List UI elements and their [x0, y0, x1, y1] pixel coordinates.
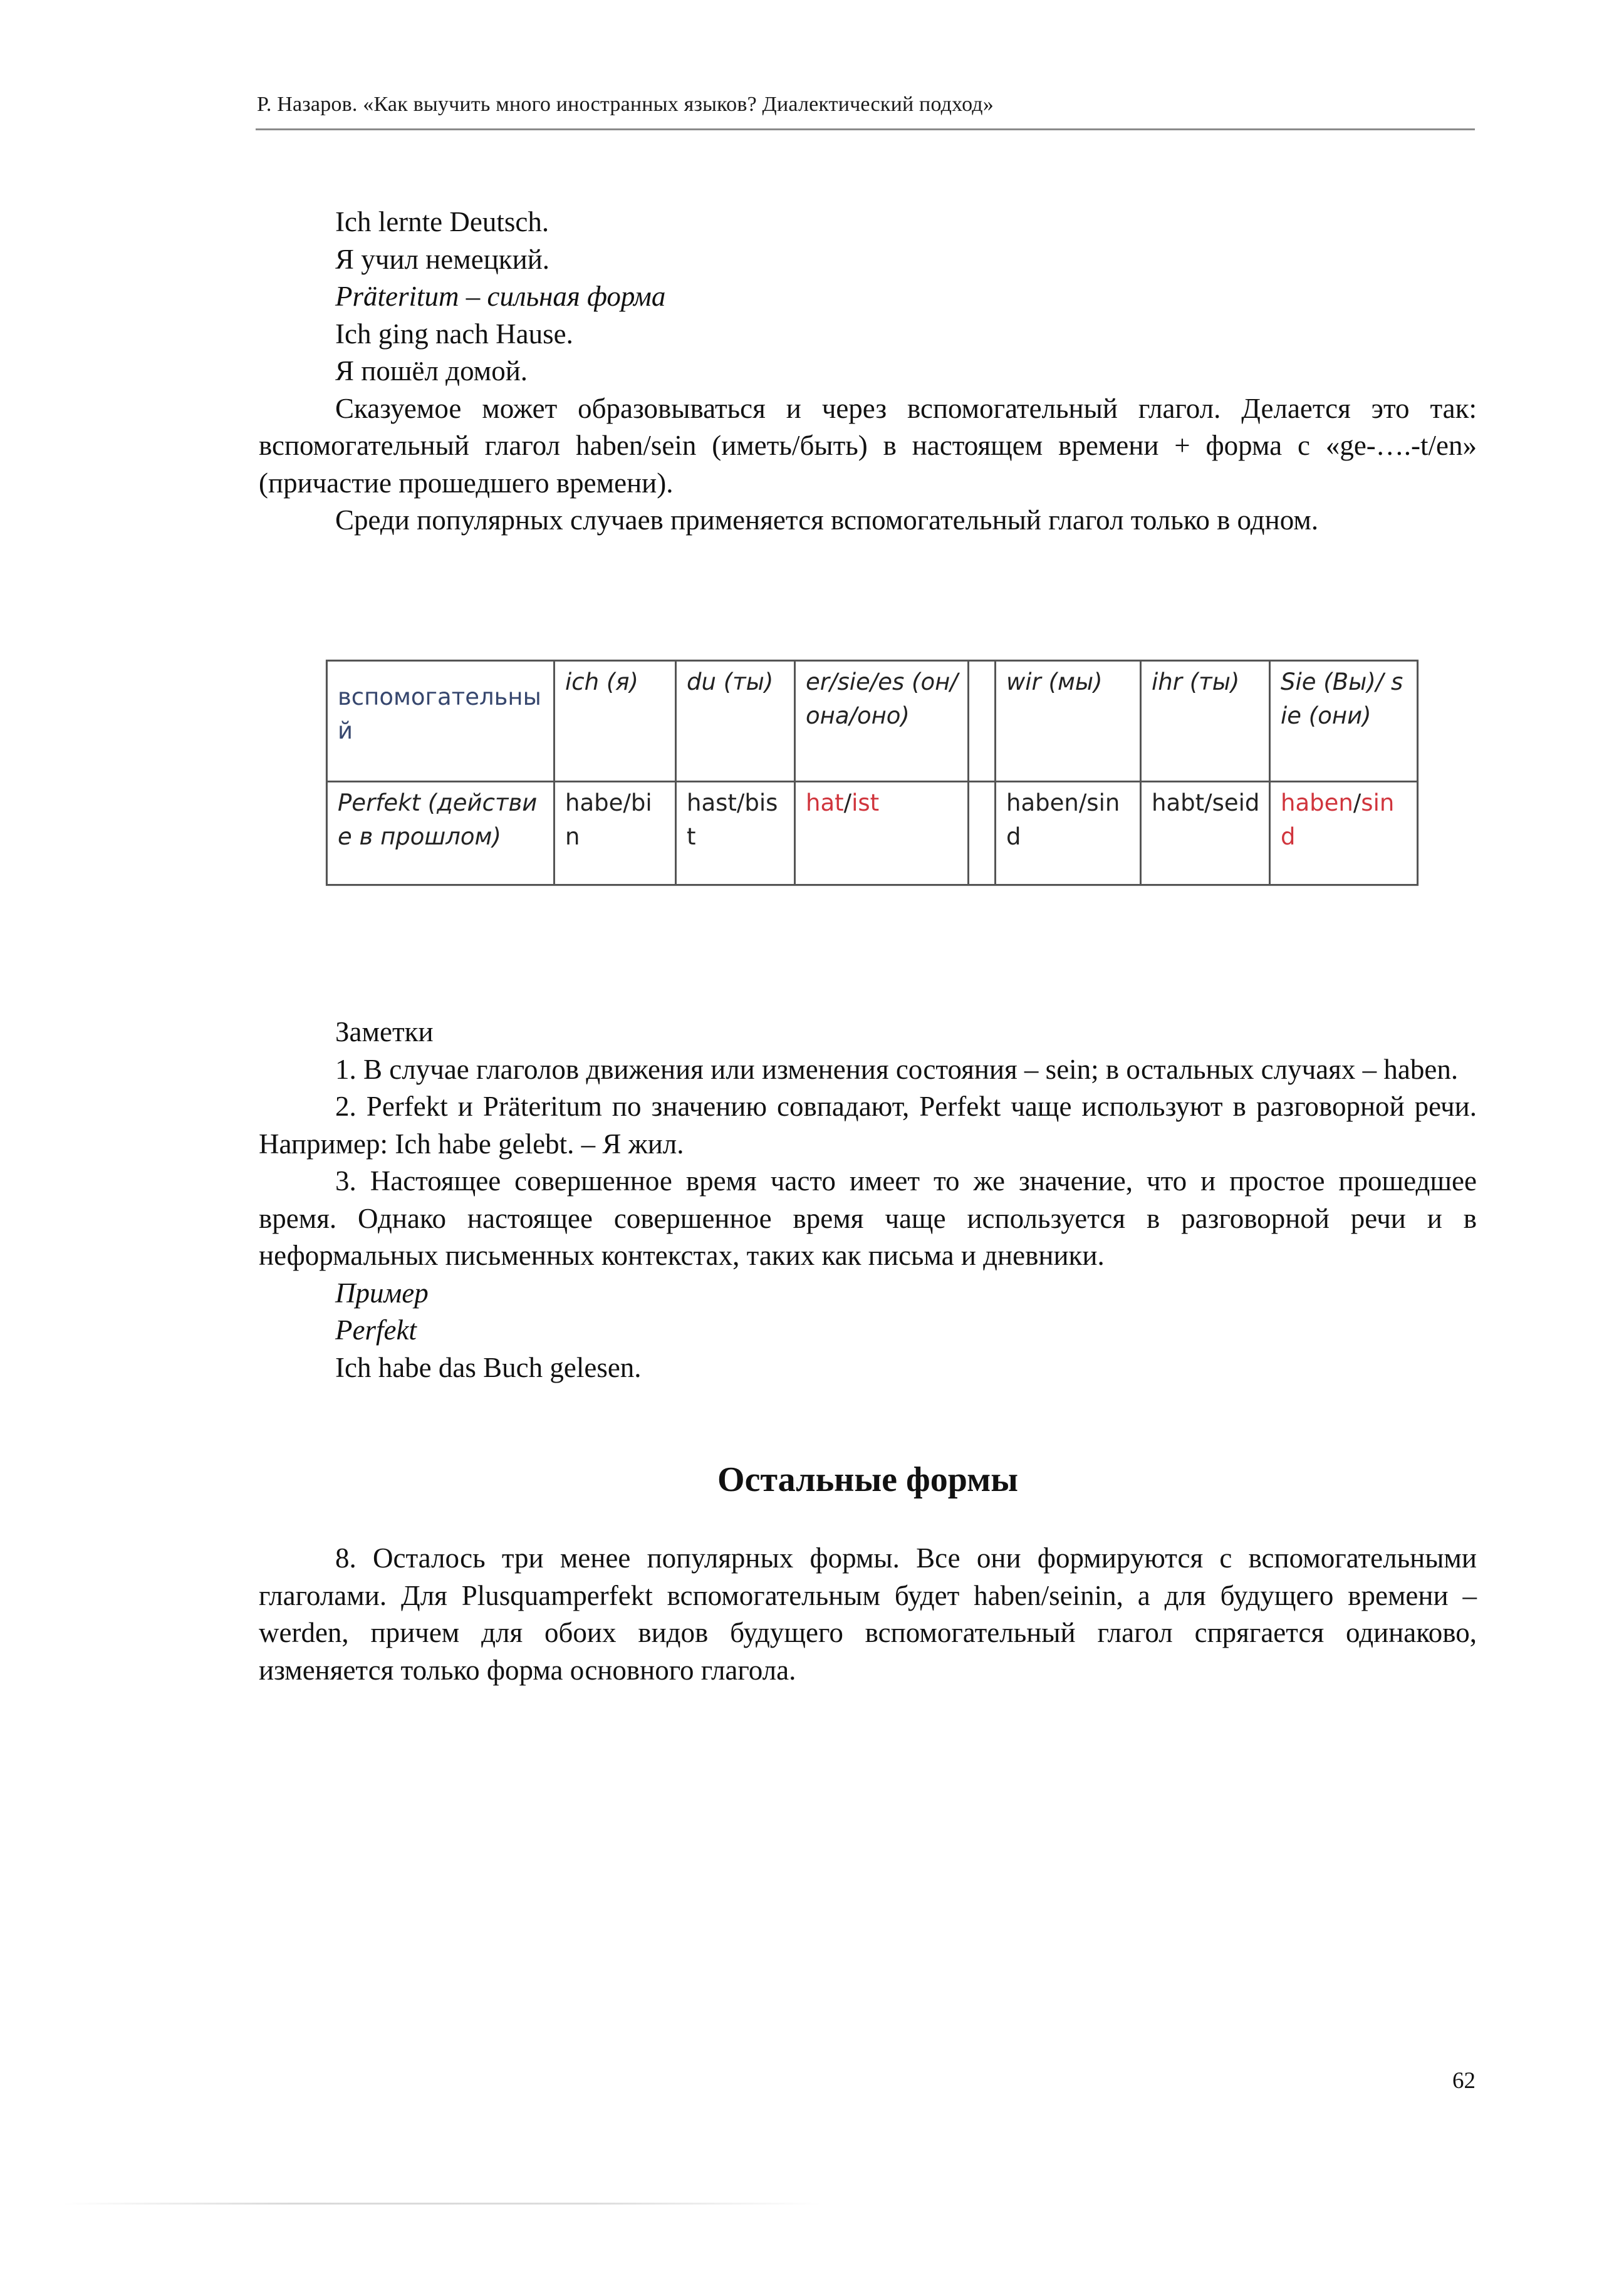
notes-section [259, 1014, 1477, 1386]
header-wir: wir (мы) [996, 661, 1141, 782]
header-corner-cell: вспомогательный [327, 661, 554, 782]
header-du: du (ты) [676, 661, 795, 782]
header-ich: ich (я) [554, 661, 676, 782]
note-item: 2. Perfekt и Präteritum по значению совпадают, Perfekt чаще используют в разговорной речи. Например: Ich habe gelebt. – Я жил. [259, 1091, 1477, 1160]
header-blank-column [969, 661, 996, 782]
example-tense-label: Perfekt [335, 1314, 417, 1346]
cell-er-haben-form: hat [806, 789, 844, 816]
scan-artifact-line [63, 2203, 821, 2205]
row-label-perfekt: Perfekt (действие в прошлом) [327, 782, 554, 885]
header-divider [256, 128, 1475, 130]
table-header-row [327, 661, 1418, 782]
cell-ihr: habt/seid [1141, 782, 1270, 885]
cell-er-sein-form: ist [851, 789, 880, 816]
remaining-forms-section [259, 1540, 1477, 1689]
note-item: 3. Настоящее совершенное время часто имеет то же значение, что и простое прошедшее время. Однако настоящее совершенное время чаще используется в разговорной речи и в неформальных письменных контекстах, таких как письма и дневники. [259, 1165, 1477, 1271]
example-label: Пример [335, 1277, 429, 1309]
page-number: 62 [1452, 2068, 1476, 2094]
example-sentence-de: Ich ging nach Hause. [335, 318, 573, 350]
running-header: Р. Назаров. «Как выучить много иностранных языков? Диалектический подход» [257, 93, 994, 116]
paragraph-auxiliary-verb: Сказуемое может образовываться и через вспомогательный глагол. Делается это так: вспомогательный глагол haben/sein (иметь/быть) в настоящем времени + форма с «ge-….-t/en» (причастие прошедшего времени). [259, 392, 1477, 499]
cell-du: hast/bist [676, 782, 795, 885]
cell-er-sie-es [795, 782, 969, 885]
paragraph-popular-cases: Среди популярных случаев применяется вспомогательный глагол только в одном. [335, 504, 1319, 536]
conjugation-table [326, 660, 1418, 886]
table-row [327, 782, 1418, 885]
example-sentence-de: Ich lernte Deutsch. [335, 206, 549, 237]
example-translation-ru: Я учил немецкий. [335, 243, 550, 275]
cell-er-slash: / [843, 789, 852, 816]
intro-section [259, 204, 1477, 539]
note-item: 1. В случае глаголов движения или изменения состояния – sein; в остальных случаях – haben. [335, 1053, 1459, 1085]
notes-title: Заметки [335, 1016, 434, 1047]
cell-ich: habe/bin [554, 782, 676, 885]
cell-Sie-sein-form: sind [1281, 789, 1395, 850]
cell-Sie [1270, 782, 1418, 885]
header-ihr: ihr (ты) [1141, 661, 1270, 782]
paragraph-remaining-forms: 8. Осталось три менее популярных формы. Все они формируются с вспомогательными глаголами. Для Plusquamperfekt вспомогательным будет haben/seinin, а для будущего времени – werden, причем для обоих видов будущего вспомогательный глагол спрягается одинаково, изменяется только форма основного глагола. [259, 1542, 1477, 1686]
cell-Sie-slash: / [1353, 789, 1361, 816]
cell-wir: haben/sind [996, 782, 1141, 885]
header-Sie: Sie (Вы)/ sie (они) [1270, 661, 1418, 782]
cell-Sie-haben-form: haben [1281, 789, 1353, 816]
section-heading: Остальные формы [717, 1460, 1018, 1499]
strong-form-label: Präteritum – сильная форма [335, 281, 666, 312]
cell-blank-column [969, 782, 996, 885]
example-translation-ru: Я пошёл домой. [335, 355, 528, 387]
example-sentence-de: Ich habe das Buch gelesen. [335, 1351, 642, 1383]
header-er-sie-es: er/sie/es (он/она/оно) [795, 661, 969, 782]
